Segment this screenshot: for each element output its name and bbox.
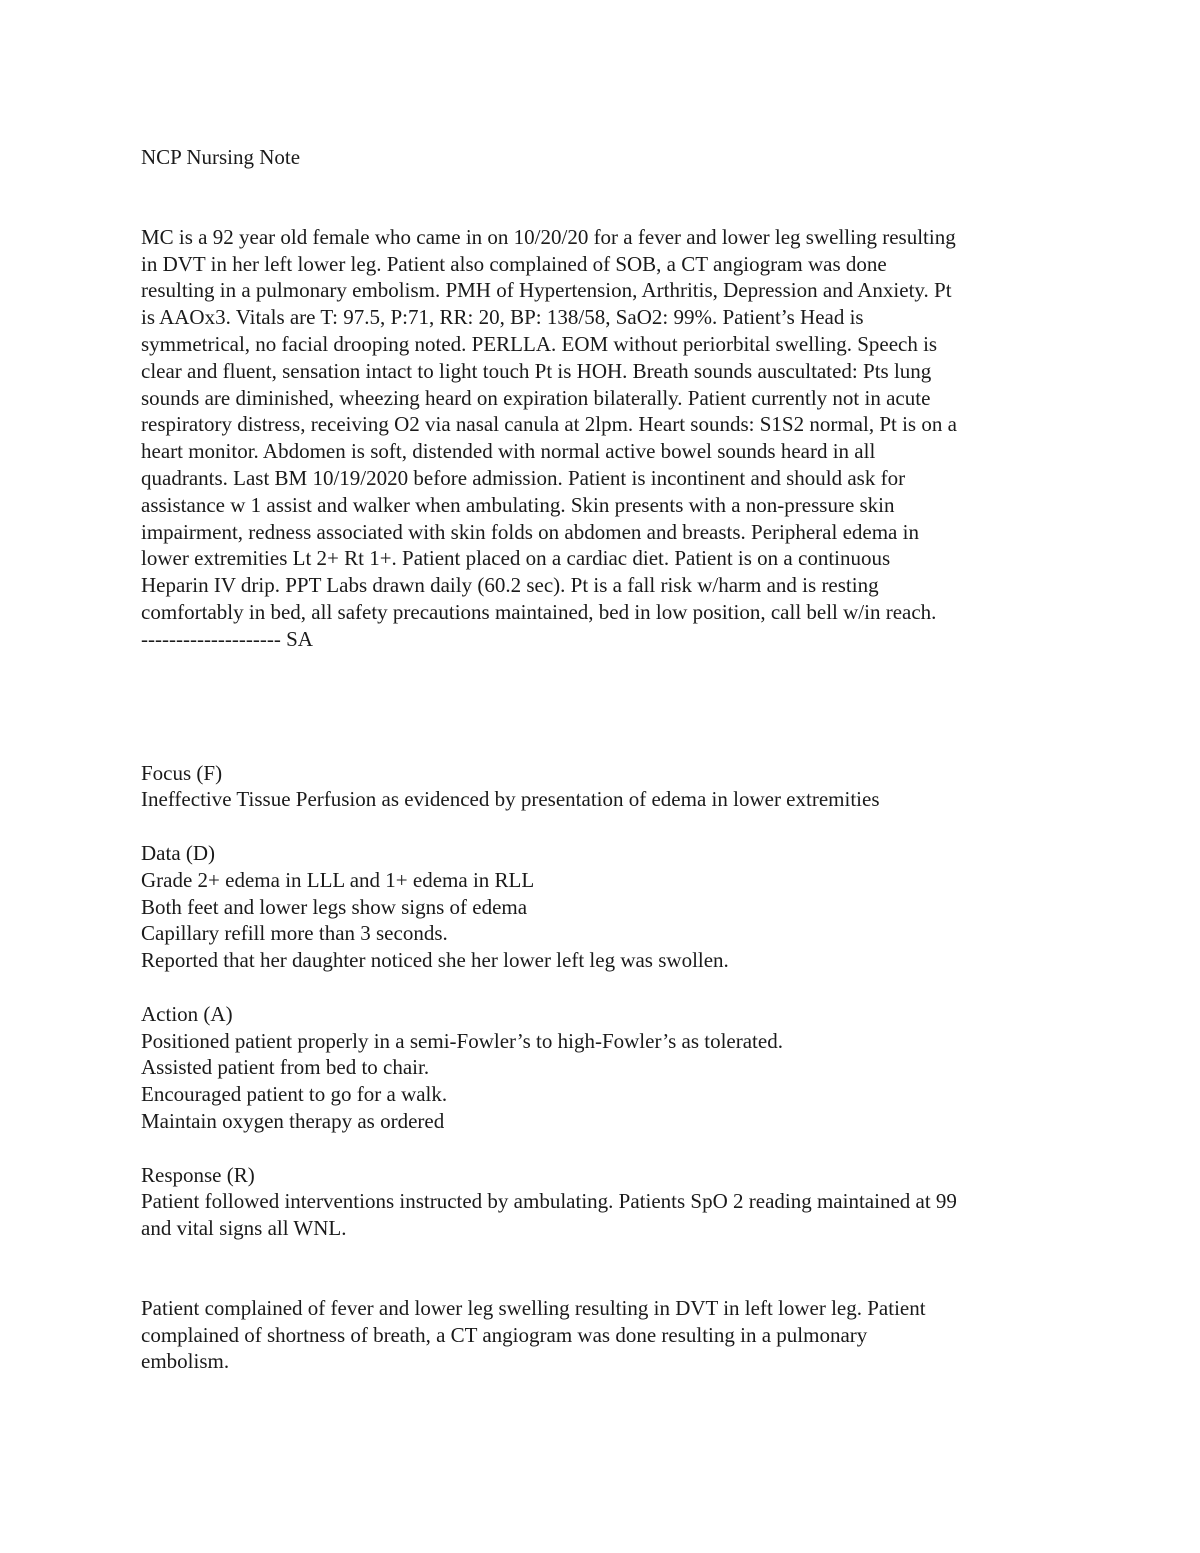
narrative-line: resulting in a pulmonary embolism. PMH of Hypertension, Arthritis, Depression and Anxiety. Pt <box>141 278 952 303</box>
section-line: Reported that her daughter noticed she her lower left leg was swollen. <box>141 948 729 973</box>
response-section <box>141 1162 1066 1242</box>
section-line: Patient followed interventions instructed by ambulating. Patients SpO 2 reading maintained at 99 <box>141 1189 957 1214</box>
action-section <box>141 1001 1066 1135</box>
section-heading-focus: Focus (F) <box>141 760 223 785</box>
focus-section <box>141 760 1066 814</box>
narrative-line: is AAOx3. Vitals are T: 97.5, P:71, RR: 20, BP: 138/58, SaO2: 99%. Patient’s Head is <box>141 305 864 330</box>
narrative-line: heart monitor. Abdomen is soft, distended with normal active bowel sounds heard in all <box>141 439 876 464</box>
section-line: Both feet and lower legs show signs of edema <box>141 894 528 919</box>
section-line: Capillary refill more than 3 seconds. <box>141 921 448 946</box>
summary-line: Patient complained of fever and lower leg swelling resulting in DVT in left lower leg. Patient <box>141 1295 926 1320</box>
narrative-line: clear and fluent, sensation intact to light touch Pt is HOH. Breath sounds auscultated: Pts lung <box>141 358 932 383</box>
narrative-signature: -------------------- SA <box>141 626 313 651</box>
document-title: NCP Nursing Note <box>141 145 301 169</box>
section-line: Assisted patient from bed to chair. <box>141 1055 430 1080</box>
narrative-line: MC is a 92 year old female who came in on 10/20/20 for a fever and lower leg swelling resulting <box>141 224 956 249</box>
narrative-line: symmetrical, no facial drooping noted. PERLLA. EOM without periorbital swelling. Speech is <box>141 331 938 356</box>
section-line: Ineffective Tissue Perfusion as evidenced by presentation of edema in lower extremities <box>141 787 880 812</box>
data-section <box>141 840 1066 974</box>
summary-paragraph <box>141 1295 1066 1375</box>
summary-line: complained of shortness of breath, a CT angiogram was done resulting in a pulmonary <box>141 1322 868 1347</box>
section-heading-action: Action (A) <box>141 1001 233 1026</box>
section-line: and vital signs all WNL. <box>141 1216 347 1241</box>
summary-line: embolism. <box>141 1349 230 1374</box>
narrative-line: impairment, redness associated with skin folds on abdomen and breasts. Peripheral edema in <box>141 519 919 544</box>
section-line: Encouraged patient to go for a walk. <box>141 1082 448 1107</box>
section-line: Positioned patient properly in a semi-Fowler’s to high-Fowler’s as tolerated. <box>141 1028 783 1053</box>
narrative-line: quadrants. Last BM 10/19/2020 before admission. Patient is incontinent and should ask for <box>141 465 906 490</box>
narrative-line: sounds are diminished, wheezing heard on expiration bilaterally. Patient currently not in acute <box>141 385 931 410</box>
section-heading-data: Data (D) <box>141 840 216 865</box>
section-heading-response: Response (R) <box>141 1162 255 1187</box>
narrative-line: in DVT in her left lower leg. Patient also complained of SOB, a CT angiogram was done <box>141 251 887 276</box>
document-body <box>141 144 1066 1375</box>
narrative-note <box>141 224 1066 653</box>
section-line: Maintain oxygen therapy as ordered <box>141 1108 445 1133</box>
narrative-line: assistance w 1 assist and walker when ambulating. Skin presents with a non-pressure skin <box>141 492 895 517</box>
fdar-sections <box>141 760 1066 1242</box>
narrative-line: comfortably in bed, all safety precautions maintained, bed in low position, call bell w/in reach. <box>141 599 937 624</box>
narrative-line: lower extremities Lt 2+ Rt 1+. Patient placed on a cardiac diet. Patient is on a continuous <box>141 546 891 571</box>
section-line: Grade 2+ edema in LLL and 1+ edema in RLL <box>141 867 535 892</box>
narrative-line: Heparin IV drip. PPT Labs drawn daily (60.2 sec). Pt is a fall risk w/harm and is resting <box>141 573 879 598</box>
narrative-line: respiratory distress, receiving O2 via nasal canula at 2lpm. Heart sounds: S1S2 normal, Pt is on a <box>141 412 957 437</box>
